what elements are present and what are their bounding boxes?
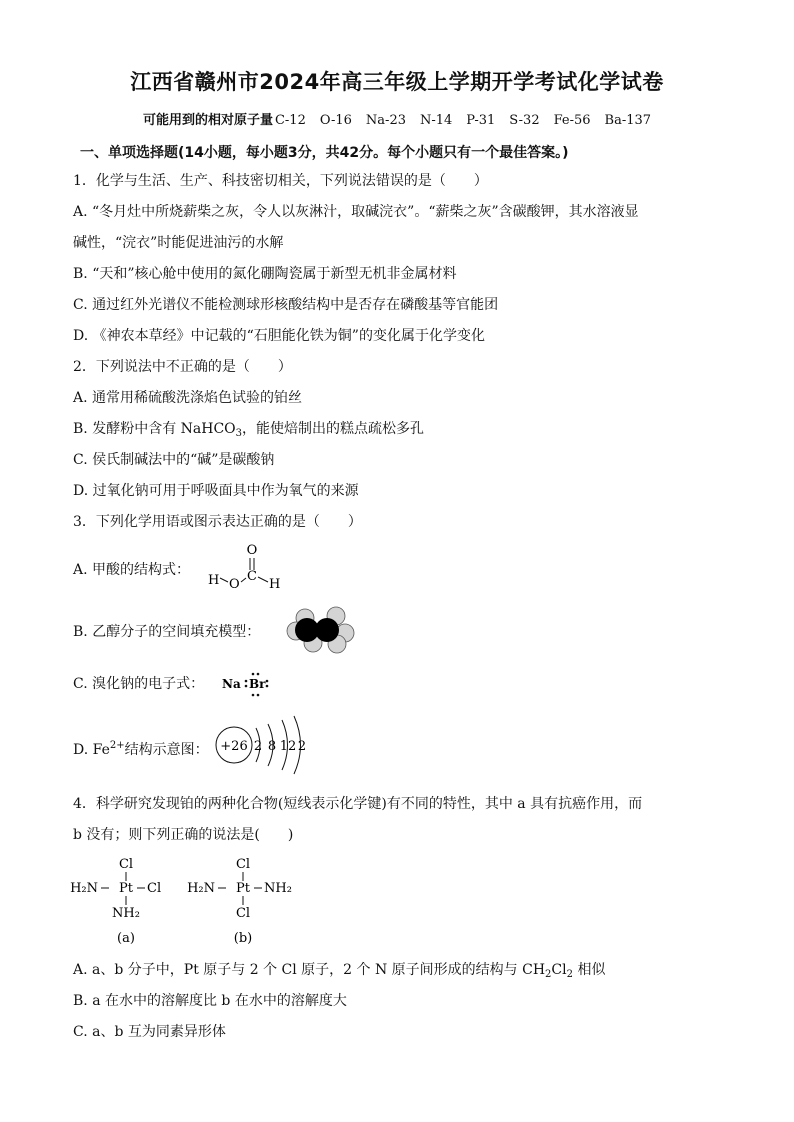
q1-stem: 1．化学与生活、生产、科技密切相关，下列说法错误的是（ ） bbox=[73, 173, 488, 189]
platinum-compounds-diagram bbox=[70, 851, 310, 951]
mass-item: S-32 bbox=[509, 113, 540, 128]
ligand-label: NH₂ bbox=[264, 881, 292, 896]
ligand-label: NH₂ bbox=[112, 906, 140, 921]
oxygen-atom-label: O bbox=[246, 543, 258, 558]
mass-item: Na-23 bbox=[365, 113, 406, 128]
shell-electron-count: 2 bbox=[253, 739, 263, 754]
bromide-label: Br bbox=[249, 677, 266, 691]
shell-electron-count: 12 bbox=[279, 739, 297, 754]
q2-option-d: D. 过氧化钠可用于呼吸面具中作为氧气的来源 bbox=[73, 483, 359, 499]
ethanol-space-filling-model bbox=[283, 605, 361, 655]
subscript: 2 bbox=[566, 969, 573, 980]
sodium-bromide-electron-formula bbox=[220, 668, 276, 700]
q4-option-a-cl: Cl bbox=[551, 962, 567, 978]
ligand-label: Cl bbox=[235, 857, 251, 872]
q1-option-a-cont: 碱性，“浣衣”时能促进油污的水解 bbox=[73, 235, 284, 251]
atomic-masses bbox=[0, 109, 794, 128]
mass-item: Ba-137 bbox=[604, 113, 652, 128]
shell-electron-count: 2 bbox=[297, 739, 307, 754]
q3-option-b: B. 乙醇分子的空间填充模型： bbox=[73, 624, 261, 640]
section-heading: 一、单项选择题(14小题，每小题3分，共42分。每个小题只有一个最佳答案。) bbox=[80, 145, 569, 161]
compound-b bbox=[187, 857, 292, 946]
q3-option-c: C. 溴化钠的电子式： bbox=[73, 676, 205, 692]
q4-option-a-text: A. a、b 分子中，Pt 原子与 2 个 Cl 原子，2 个 N 原子间形成的结构与 CH bbox=[73, 962, 546, 978]
q4-option-a-rest: 相似 bbox=[573, 962, 606, 978]
superscript: 2+ bbox=[109, 740, 125, 751]
sodium-label: Na bbox=[222, 677, 241, 691]
subscript: 2 bbox=[545, 969, 552, 980]
mass-item: O-16 bbox=[319, 113, 352, 128]
q2-option-c: C. 侯氏制碱法中的“碱”是碳酸钠 bbox=[73, 452, 275, 468]
q2-option-b-rest: ，能使焙制出的糕点疏松多孔 bbox=[242, 421, 425, 437]
atomic-masses-label: 可能用到的相对原子量 bbox=[142, 113, 273, 128]
q4-stem: 4．科学研究发现铂的两种化合物(短线表示化学键)有不同的特性，其中 a 具有抗癌作用，而 bbox=[73, 796, 643, 812]
ligand-label: Cl bbox=[147, 881, 162, 896]
hydrogen-atom-label: H bbox=[269, 577, 281, 592]
ligand-label: H₂N bbox=[187, 881, 215, 896]
q3-option-a: A. 甲酸的结构式： bbox=[73, 562, 191, 578]
q3-option-d-rest: 结构示意图： bbox=[124, 742, 209, 758]
q4-option-b: B. a 在水中的溶解度比 b 在水中的溶解度大 bbox=[73, 993, 347, 1009]
subscript: 3 bbox=[235, 428, 243, 439]
mass-item: C-12 bbox=[274, 113, 306, 128]
page-title: 江西省赣州市2024年高三年级上学期开学考试化学试卷 bbox=[130, 70, 664, 94]
oxygen-atom-label: O bbox=[229, 577, 240, 592]
q3-stem: 3．下列化学用语或图示表达正确的是（ ） bbox=[73, 514, 362, 530]
mass-item: P-31 bbox=[466, 113, 496, 128]
q1-option-c: C. 通过红外光谱仪不能检测球形核酸结构中是否存在磷酸基等官能团 bbox=[73, 297, 499, 313]
mass-item: N-14 bbox=[419, 113, 453, 128]
q2-option-b-text: B. 发酵粉中含有 NaHCO bbox=[73, 421, 236, 437]
q4-option-c: C. a、b 互为同素异形体 bbox=[73, 1024, 226, 1040]
q3-option-d-text: D. Fe bbox=[73, 742, 110, 758]
platinum-label: Pt bbox=[119, 881, 133, 896]
q3-option-d bbox=[73, 736, 209, 760]
compound-a bbox=[70, 857, 161, 946]
shell-electron-count: 8 bbox=[267, 739, 277, 754]
compound-label: (b) bbox=[233, 931, 253, 946]
ligand-label: H₂N bbox=[70, 881, 98, 896]
formic-acid-structure bbox=[200, 540, 296, 592]
q4-option-a bbox=[73, 960, 605, 985]
q2-option-a: A. 通常用稀硫酸洗涤焰色试验的铂丝 bbox=[73, 390, 303, 406]
q1-option-d: D. 《神农本草经》中记载的“石胆能化铁为铜”的变化属于化学变化 bbox=[73, 328, 485, 344]
compound-label: (a) bbox=[117, 931, 135, 946]
ligand-label: Cl bbox=[235, 906, 251, 921]
ligand-label: Cl bbox=[118, 857, 134, 872]
hydrogen-atom-label: H bbox=[208, 573, 220, 588]
q2-stem: 2．下列说法中不正确的是（ ） bbox=[73, 359, 292, 375]
platinum-label: Pt bbox=[236, 881, 250, 896]
q2-option-b bbox=[73, 419, 424, 444]
nucleus-charge: +26 bbox=[220, 739, 248, 754]
q1-option-b: B. “天和”核心舱中使用的氮化硼陶瓷属于新型无机非金属材料 bbox=[73, 266, 457, 282]
fe2-structure-diagram bbox=[212, 712, 312, 778]
q1-option-a: A. “冬月灶中所烧薪柴之灰，令人以灰淋汁，取碱浣衣”。“薪柴之灰”含碳酸钾，其水溶液显 bbox=[73, 204, 639, 220]
carbon-atom-label: C bbox=[247, 569, 257, 584]
mass-item: Fe-56 bbox=[553, 113, 591, 128]
q4-stem-cont: b 没有；则下列正确的说法是( ) bbox=[73, 827, 294, 843]
